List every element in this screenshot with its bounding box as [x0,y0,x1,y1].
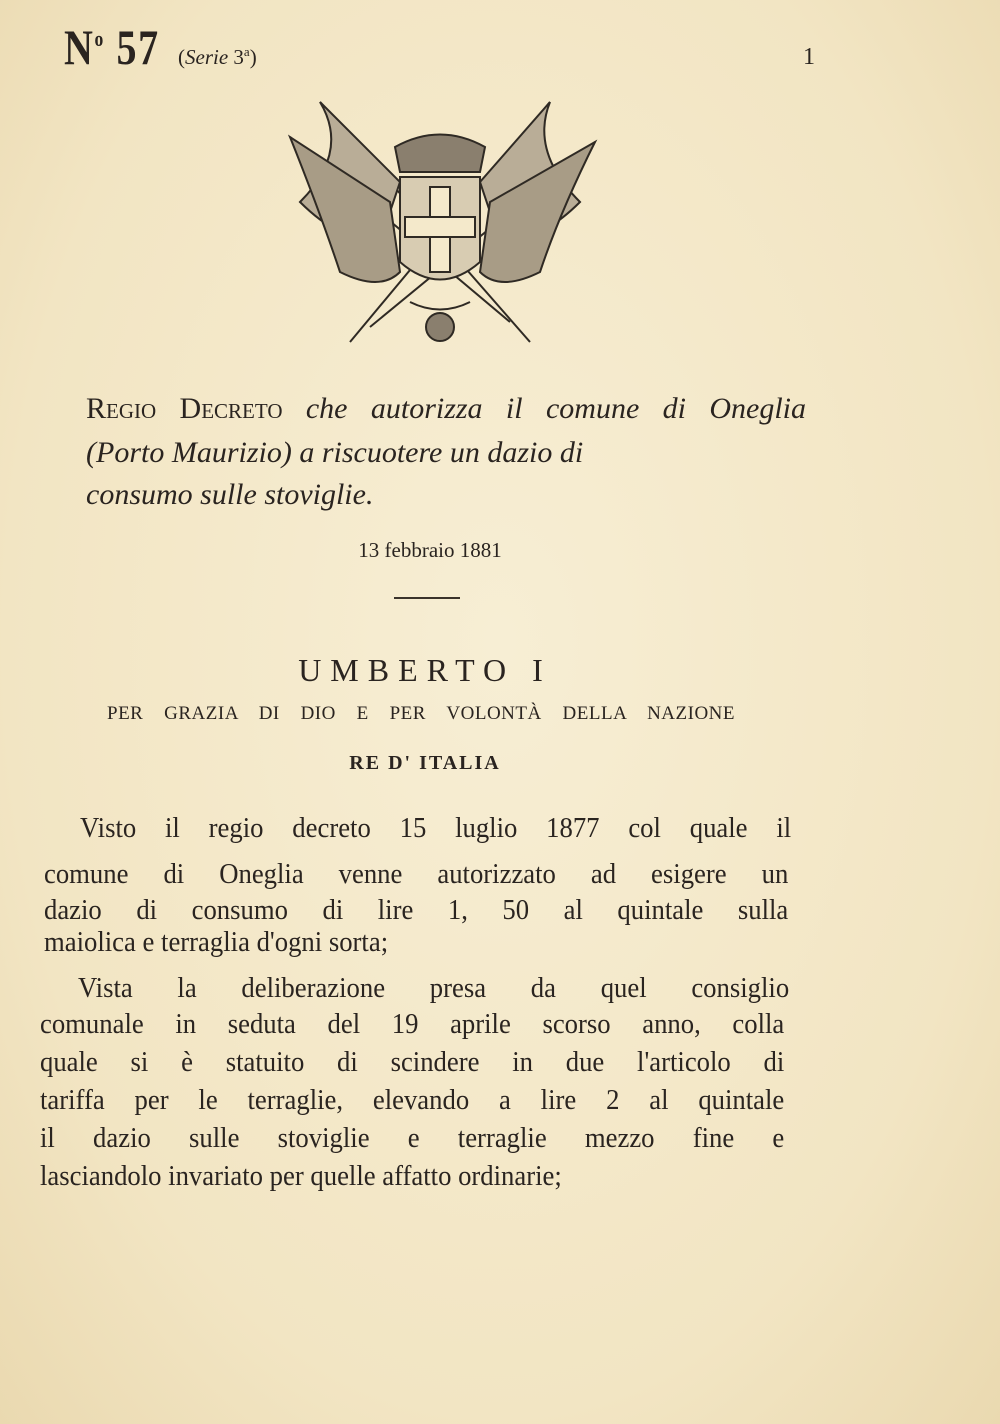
decree-title [86,392,806,426]
decree-date: 13 febbraio 1881 [358,538,502,562]
body-line: comune di Oneglia venne autorizzato ad esigere un [44,858,789,890]
sovereign-title: RE D' ITALIA [349,752,501,774]
page-number: 1 [803,44,815,70]
title-line: Regio Decreto che autorizza il comune di Oneglia [86,392,806,425]
body-line: il dazio sulle stoviglie e terraglie mezzo fine e [40,1122,785,1154]
body-line: lasciandolo invariato per quelle affatto ordinarie; [40,1160,562,1192]
body-line: maiolica e terraglia d'ogni sorta; [44,926,389,958]
body-line: comunale in seduta del 19 aprile scorso anno, colla [40,1008,785,1040]
decree-number: $N^o$ 57 [64,19,160,75]
title-line: consumo sulle stoviglie. [86,478,374,511]
sovereign-name: UMBERTO I [298,652,552,688]
body-line: quale si è statuito di scindere in due l'articolo di [40,1046,785,1078]
title-lead: Regio Decreto [86,392,283,425]
body-line: Vista la deliberazione presa da quel consiglio [78,972,790,1004]
savoy-coat-of-arms-emblem [280,92,600,362]
title-line: (Porto Maurizio) a riscuotere un dazio di [86,436,584,469]
divider [394,597,460,599]
body-line: Visto il regio decreto 15 luglio 1877 col quale il [80,812,792,844]
series-label: (Serie 3$^a$) [178,44,257,69]
body-line: tariffa per le terraglie, elevando a lire 2 al quintale [40,1084,785,1116]
body-line: dazio di consumo di lire 1, 50 al quintale sulla [44,894,789,926]
sovereign-formula: PER GRAZIA DI DIO E PER VOLONTÀ DELLA NAZIONE [107,703,735,724]
